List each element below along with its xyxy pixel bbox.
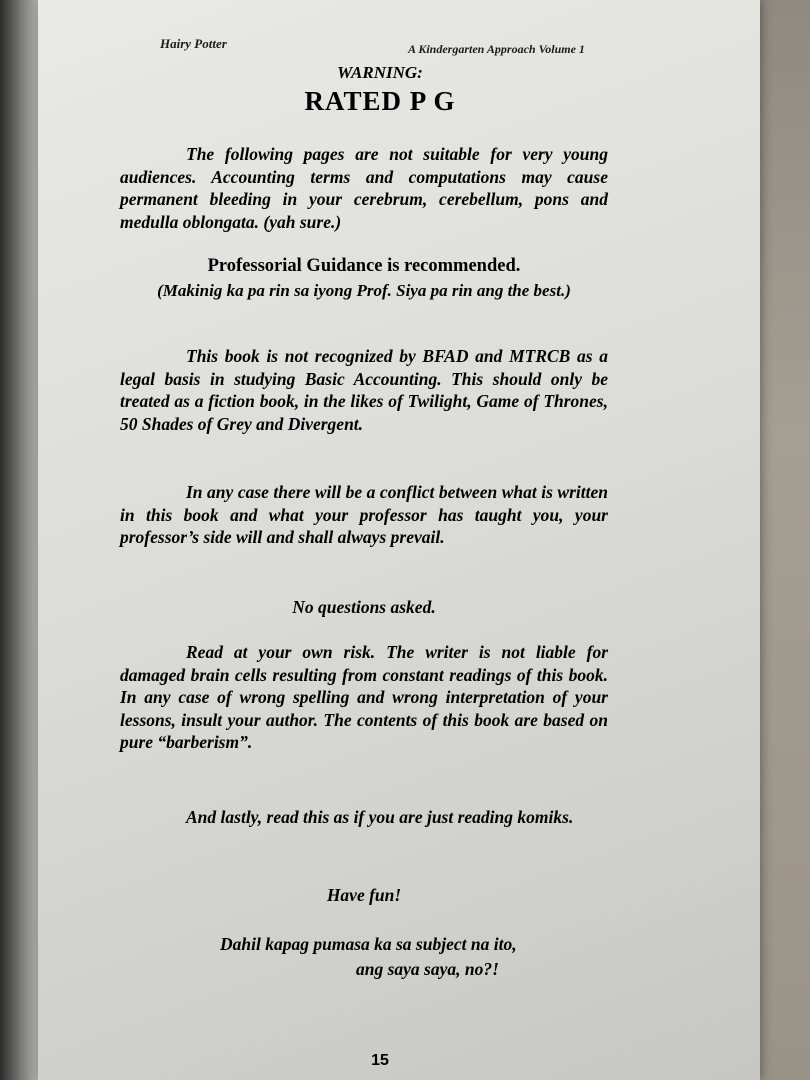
paragraph-lastly: And lastly, read this as if you are just reading komiks.	[186, 807, 574, 827]
page-number: 15	[371, 1052, 389, 1069]
book-spine-shadow	[0, 0, 40, 1080]
warning-heading: WARNING:	[337, 63, 423, 82]
running-header-subtitle: A Kindergarten Approach Volume 1	[408, 42, 585, 56]
paragraph-read-at-risk: Read at your own risk. The writer is not liable for damaged brain cells resulting from constant readings of this book. In any case of wrong spelling and wrong interpretation of your lessons, insult your author. The contents of this book are based on pure “barberism”.	[120, 642, 608, 752]
paragraph-audience-warning: The following pages are not suitable for very young audiences. Accounting terms and computations may cause permanent bleeding in your cerebrum, cerebellum, pons and medulla oblongata. (yah sure.)	[120, 144, 608, 232]
rating-heading: RATED P G	[304, 86, 456, 116]
paragraph-conflict: In any case there will be a conflict between what is written in this book and what your professor has taught you, your professor’s side will and shall always prevail.	[120, 482, 608, 547]
have-fun-line: Have fun!	[326, 885, 402, 905]
guidance-note: (Makinig ka pa rin sa iyong Prof. Siya pa rin ang the best.)	[157, 281, 571, 300]
running-header-title: Hairy Potter	[160, 36, 227, 51]
closing-line-2: ang saya saya, no?!	[356, 959, 499, 979]
closing-line-1: Dahil kapag pumasa ka sa subject na ito,	[220, 934, 517, 954]
no-questions-line: No questions asked.	[292, 597, 436, 617]
guidance-heading: Professorial Guidance is recommended.	[207, 256, 521, 276]
paragraph-not-recognized: This book is not recognized by BFAD and MTRCB as a legal basis in studying Basic Accounting. This should only be treated as a fiction book, in the likes of Twilight, Game of Thrones, 50 Shades of Grey and Divergent.	[120, 346, 608, 434]
